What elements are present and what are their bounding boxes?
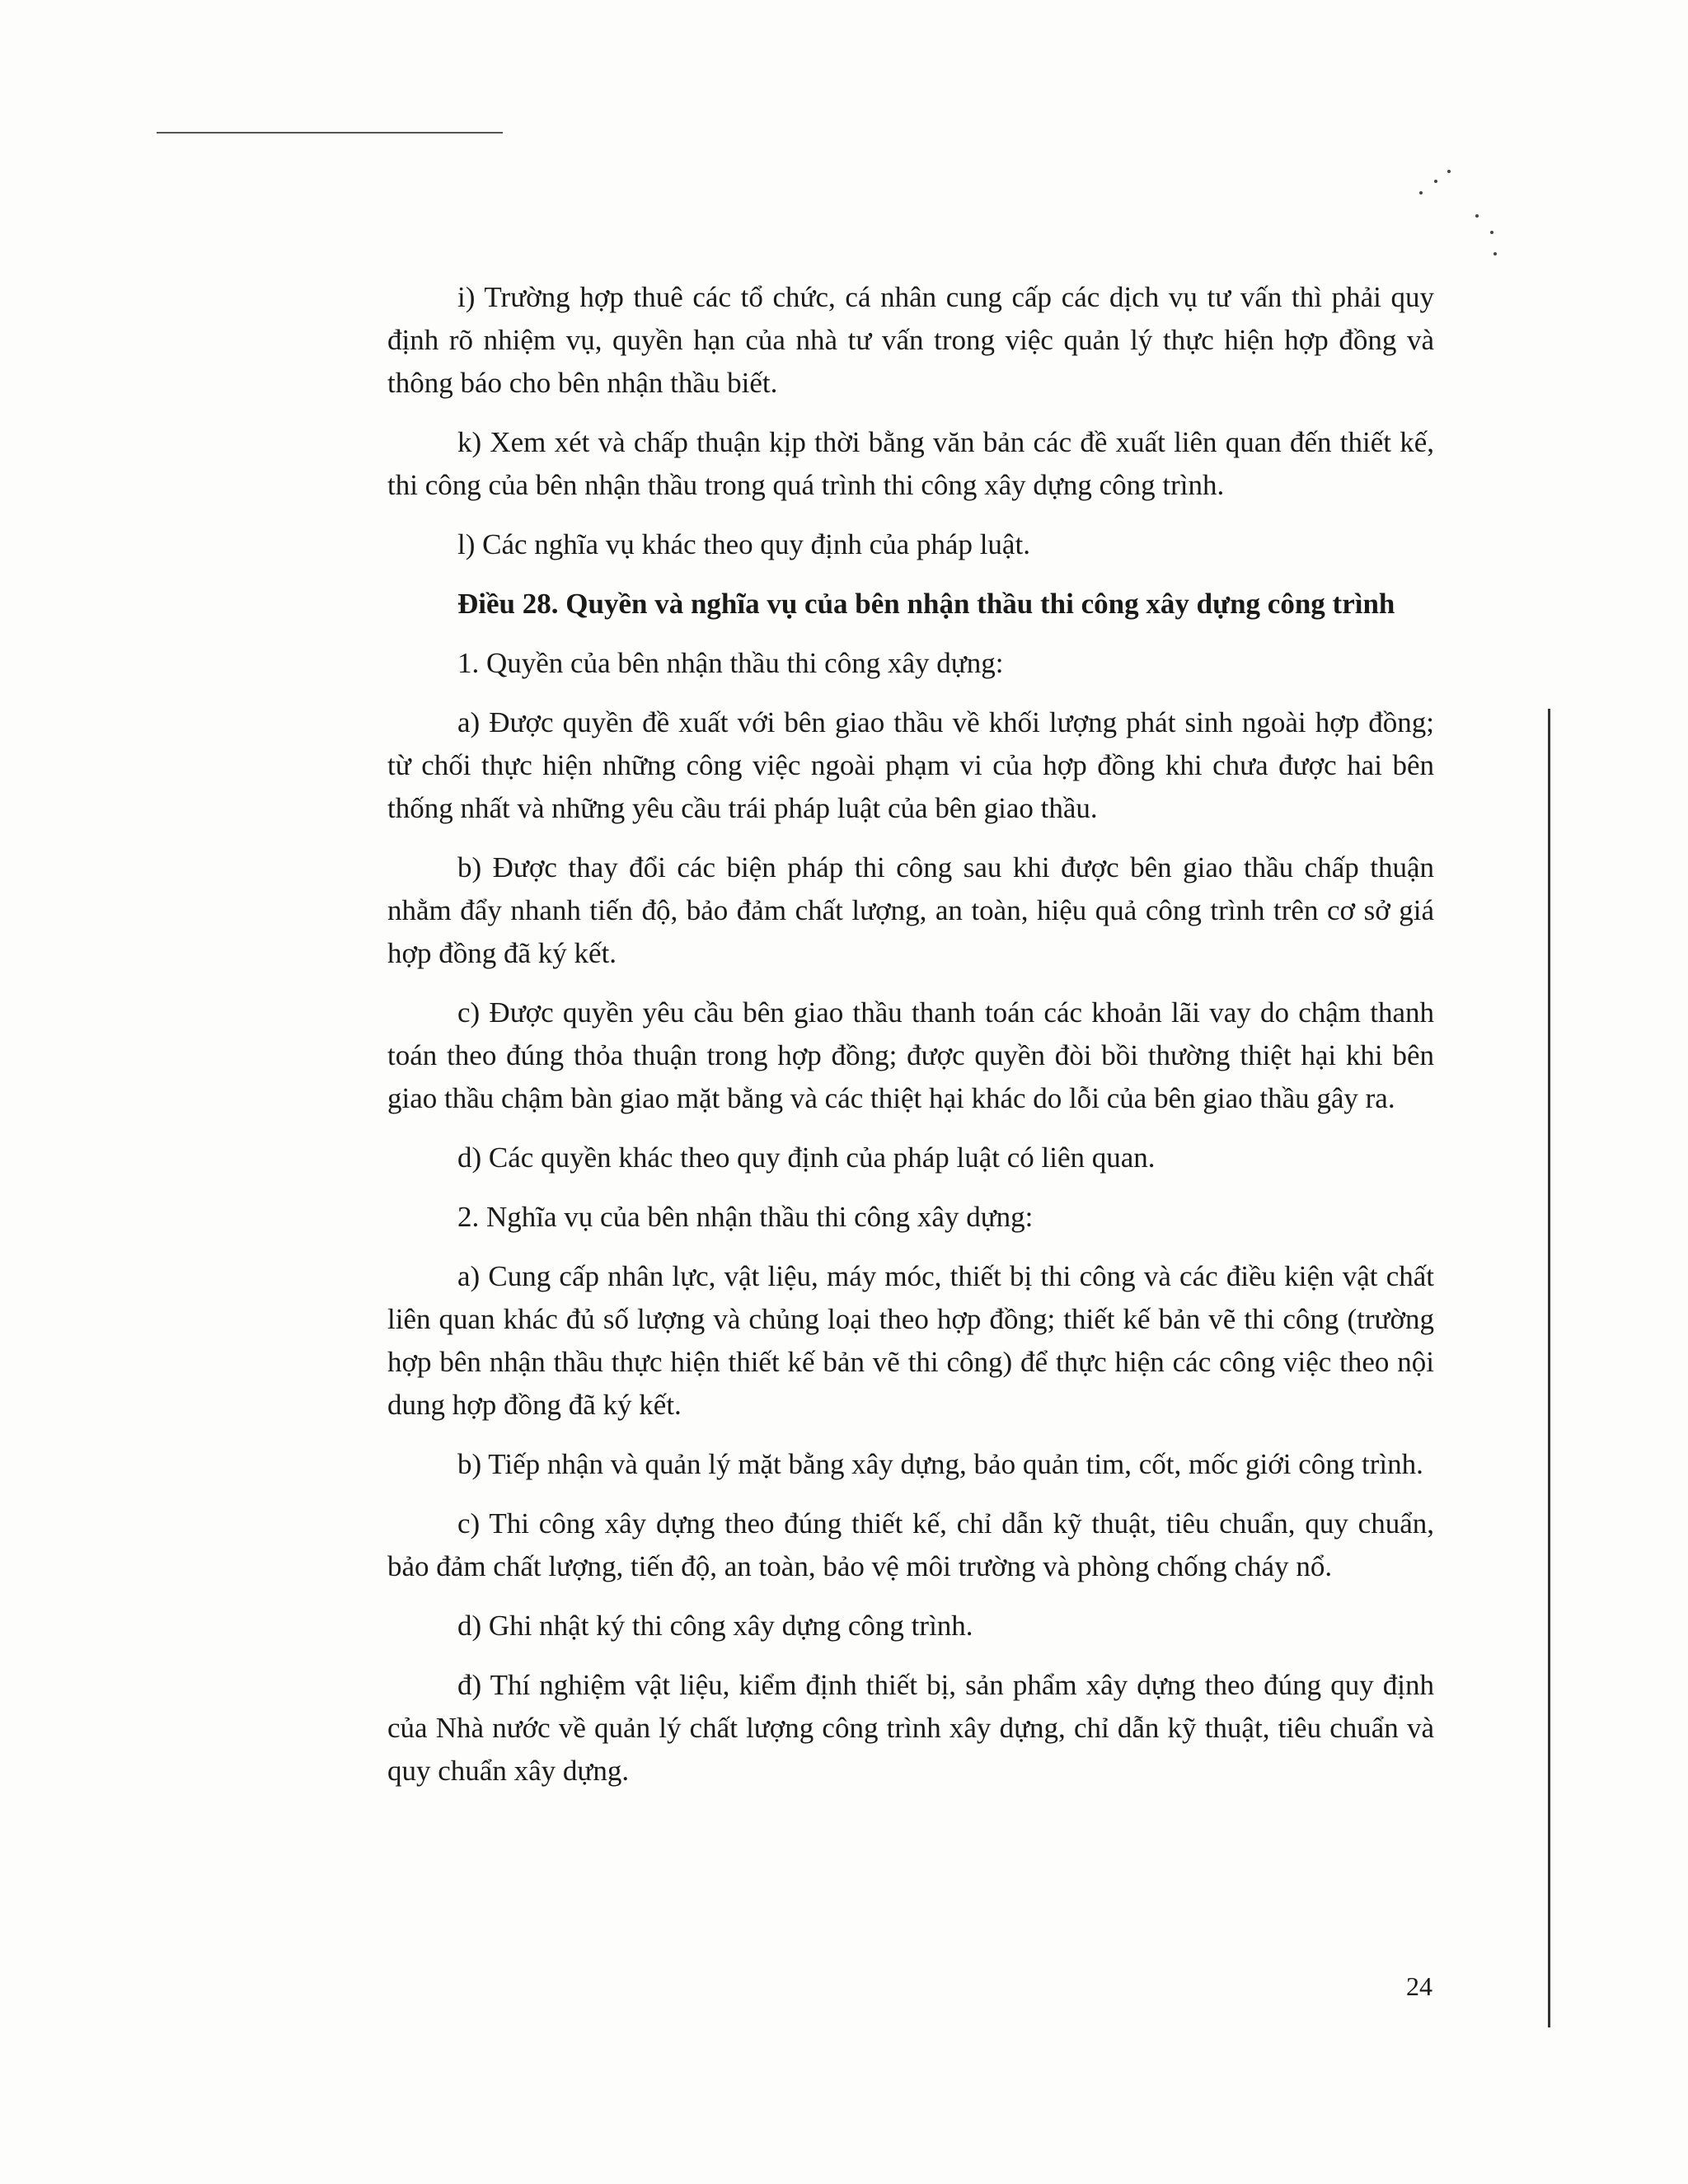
clause-l: l) Các nghĩa vụ khác theo quy định của pháp luật. xyxy=(457,528,1030,560)
clause-i: i) Trường hợp thuê các tổ chức, cá nhân cung cấp các dịch vụ tư vấn thì phải quy định rõ nhiệm vụ, quyền hạn của nhà tư vấn trong việc quản lý thực hiện hợp đồng và thông báo cho bên nhận thầu biết. xyxy=(387,281,1434,399)
document-body xyxy=(387,276,1434,1809)
scan-edge-line xyxy=(1548,709,1550,2027)
scan-speck xyxy=(1475,214,1479,218)
right-a: a) Được quyền đề xuất với bên giao thầu về khối lượng phát sinh ngoài hợp đồng; từ chối thực hiện những công việc ngoài phạm vi của hợp đồng khi chưa được hai bên thống nhất và những yêu cầu trái pháp luật của bên giao thầu. xyxy=(387,706,1434,824)
right-b: b) Được thay đổi các biện pháp thi công sau khi được bên giao thầu chấp thuận nhằm đẩy nhanh tiến độ, bảo đảm chất lượng, an toàn, hiệu quả công trình trên cơ sở giá hợp đồng đã ký kết. xyxy=(387,851,1434,969)
scan-speck xyxy=(1490,231,1493,234)
right-c: c) Được quyền yêu cầu bên giao thầu thanh toán các khoản lãi vay do chậm thanh toán theo đúng thỏa thuận trong hợp đồng; được quyền đòi bồi thường thiệt hại khi bên giao thầu chậm bàn giao mặt bằng và các thiệt hại khác do lỗi của bên giao thầu gây ra. xyxy=(387,996,1434,1114)
scan-speck xyxy=(1493,252,1497,255)
obligation-dd: đ) Thí nghiệm vật liệu, kiểm định thiết bị, sản phẩm xây dựng theo đúng quy định của Nhà nước về quản lý chất lượng công trình xây dựng, chỉ dẫn kỹ thuật, tiêu chuẩn và quy chuẩn xây dựng. xyxy=(387,1669,1434,1787)
header-rule xyxy=(157,132,503,134)
scan-speck xyxy=(1434,180,1437,183)
scan-speck xyxy=(1419,191,1423,194)
obligation-a: a) Cung cấp nhân lực, vật liệu, máy móc, thiết bị thi công và các điều kiện vật chất liên quan khác đủ số lượng và chủng loại theo hợp đồng; thiết kế bản vẽ thi công (trường hợp bên nhận thầu thực hiện thiết kế bản vẽ thi công) để thực hiện các công việc theo nội dung hợp đồng đã ký kết. xyxy=(387,1260,1434,1421)
scan-speck xyxy=(1447,170,1451,173)
right-d: d) Các quyền khác theo quy định của pháp luật có liên quan. xyxy=(457,1141,1156,1174)
section-1-title: 1. Quyền của bên nhận thầu thi công xây dựng: xyxy=(457,647,1004,679)
section-2-title: 2. Nghĩa vụ của bên nhận thầu thi công xây dựng: xyxy=(457,1201,1034,1233)
obligation-b: b) Tiếp nhận và quản lý mặt bằng xây dựng, bảo quản tim, cốt, mốc giới công trình. xyxy=(457,1448,1423,1480)
obligation-c: c) Thi công xây dựng theo đúng thiết kế, chỉ dẫn kỹ thuật, tiêu chuẩn, quy chuẩn, bảo đảm chất lượng, tiến độ, an toàn, bảo vệ môi trường và phòng chống cháy nổ. xyxy=(387,1507,1434,1582)
obligation-d: d) Ghi nhật ký thi công xây dựng công trình. xyxy=(457,1610,973,1642)
clause-k: k) Xem xét và chấp thuận kịp thời bằng văn bản các đề xuất liên quan đến thiết kế, thi công của bên nhận thầu trong quá trình thi công xây dựng công trình. xyxy=(387,426,1434,501)
article-28-heading: Điều 28. Quyền và nghĩa vụ của bên nhận thầu thi công xây dựng công trình xyxy=(457,588,1395,620)
page-number: 24 xyxy=(1406,1971,1432,2001)
